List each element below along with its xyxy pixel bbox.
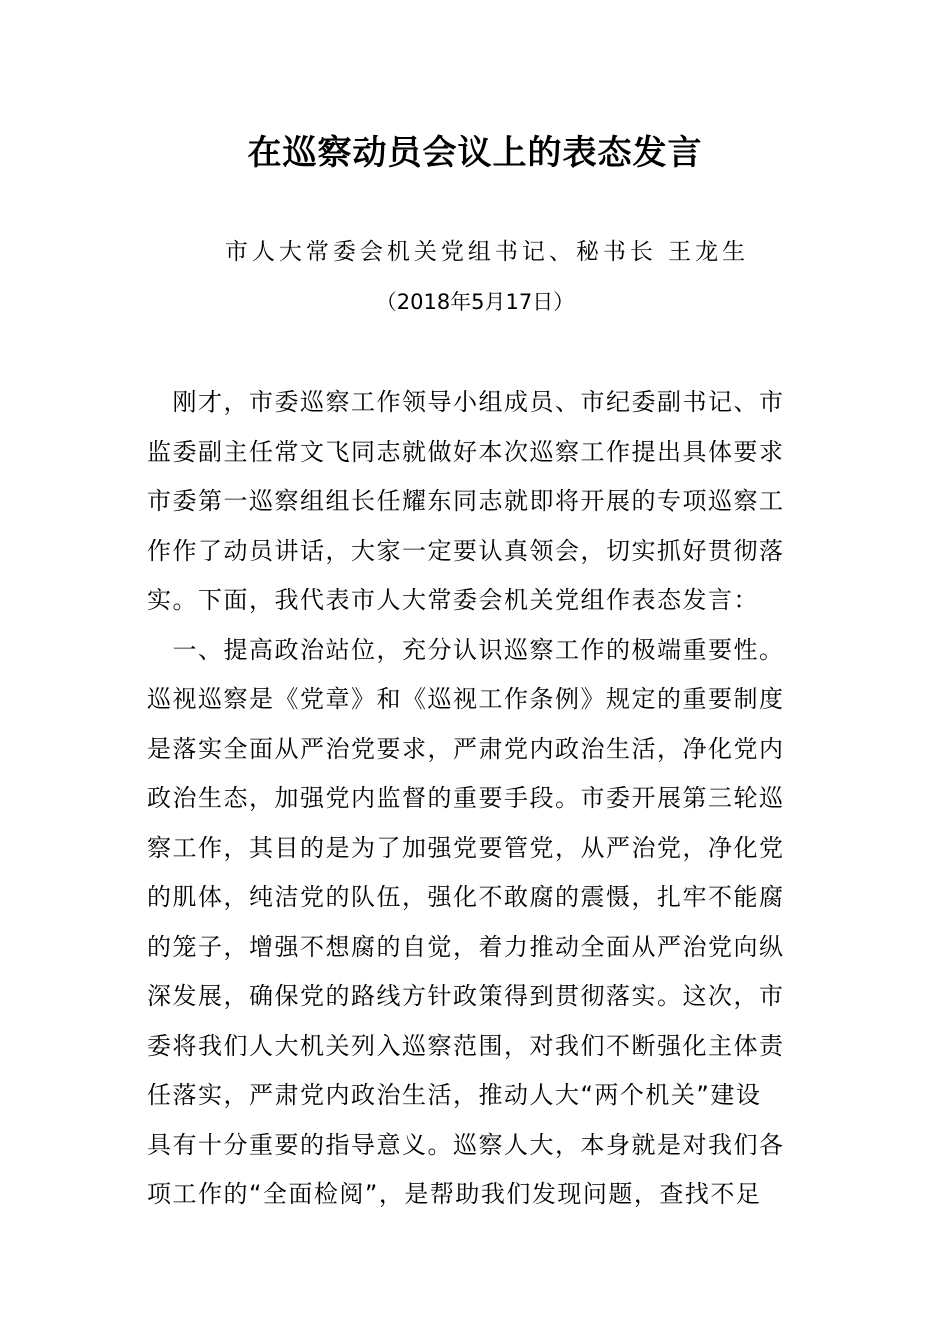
body-line: 巡视巡察是《党章》和《巡视工作条例》规定的重要制度 xyxy=(147,685,785,713)
body-line: 的肌体，纯洁党的队伍，强化不敢腐的震慑，扎牢不能腐 xyxy=(147,883,785,911)
body-line: 具有十分重要的指导意义。巡察人大，本身就是对我们各 xyxy=(147,1130,785,1159)
body-line: 察工作，其目的是为了加强党要管党，从严治党，净化党 xyxy=(147,833,785,862)
body-line: 项工作的“全面检阅”，是帮助我们发现问题，查找不足 xyxy=(147,1180,762,1208)
body-line: 委将我们人大机关列入巡察范围，对我们不断强化主体责 xyxy=(147,1031,785,1060)
body-line: 市委第一巡察组组长任耀东同志就即将开展的专项巡察工 xyxy=(147,487,785,515)
document-body xyxy=(147,378,807,1220)
body-line: 政治生态，加强党内监督的重要手段。市委开展第三轮巡 xyxy=(147,784,785,812)
author-line: 市人大常委会机关党组书记、秘书长 王龙生 xyxy=(224,239,750,265)
body-line: 作作了动员讲话，大家一定要认真领会，切实抓好贯彻落 xyxy=(147,536,785,565)
section-heading-line: 一、提高政治站位，充分认识巡察工作的极端重要性。 xyxy=(147,635,785,664)
body-line: 是落实全面从严治党要求，严肃党内政治生活，净化党内 xyxy=(147,734,785,763)
speech-date: （2018年5月17日） xyxy=(375,290,575,314)
body-line: 监委副主任常文飞同志就做好本次巡察工作提出具体要求 xyxy=(147,437,785,466)
document-title: 在巡察动员会议上的表态发言 xyxy=(247,133,703,173)
body-line: 任落实，严肃党内政治生活，推动人大“两个机关”建设 xyxy=(147,1081,762,1109)
body-line: 刚才，市委巡察工作领导小组成员、市纪委副书记、市 xyxy=(147,388,785,416)
body-line: 的笼子，增强不想腐的自觉，着力推动全面从严治党向纵 xyxy=(147,932,785,961)
body-line: 深发展，确保党的路线方针政策得到贯彻落实。这次，市 xyxy=(147,982,785,1010)
body-line: 实。下面，我代表市人大常委会机关党组作表态发言： xyxy=(147,586,759,614)
